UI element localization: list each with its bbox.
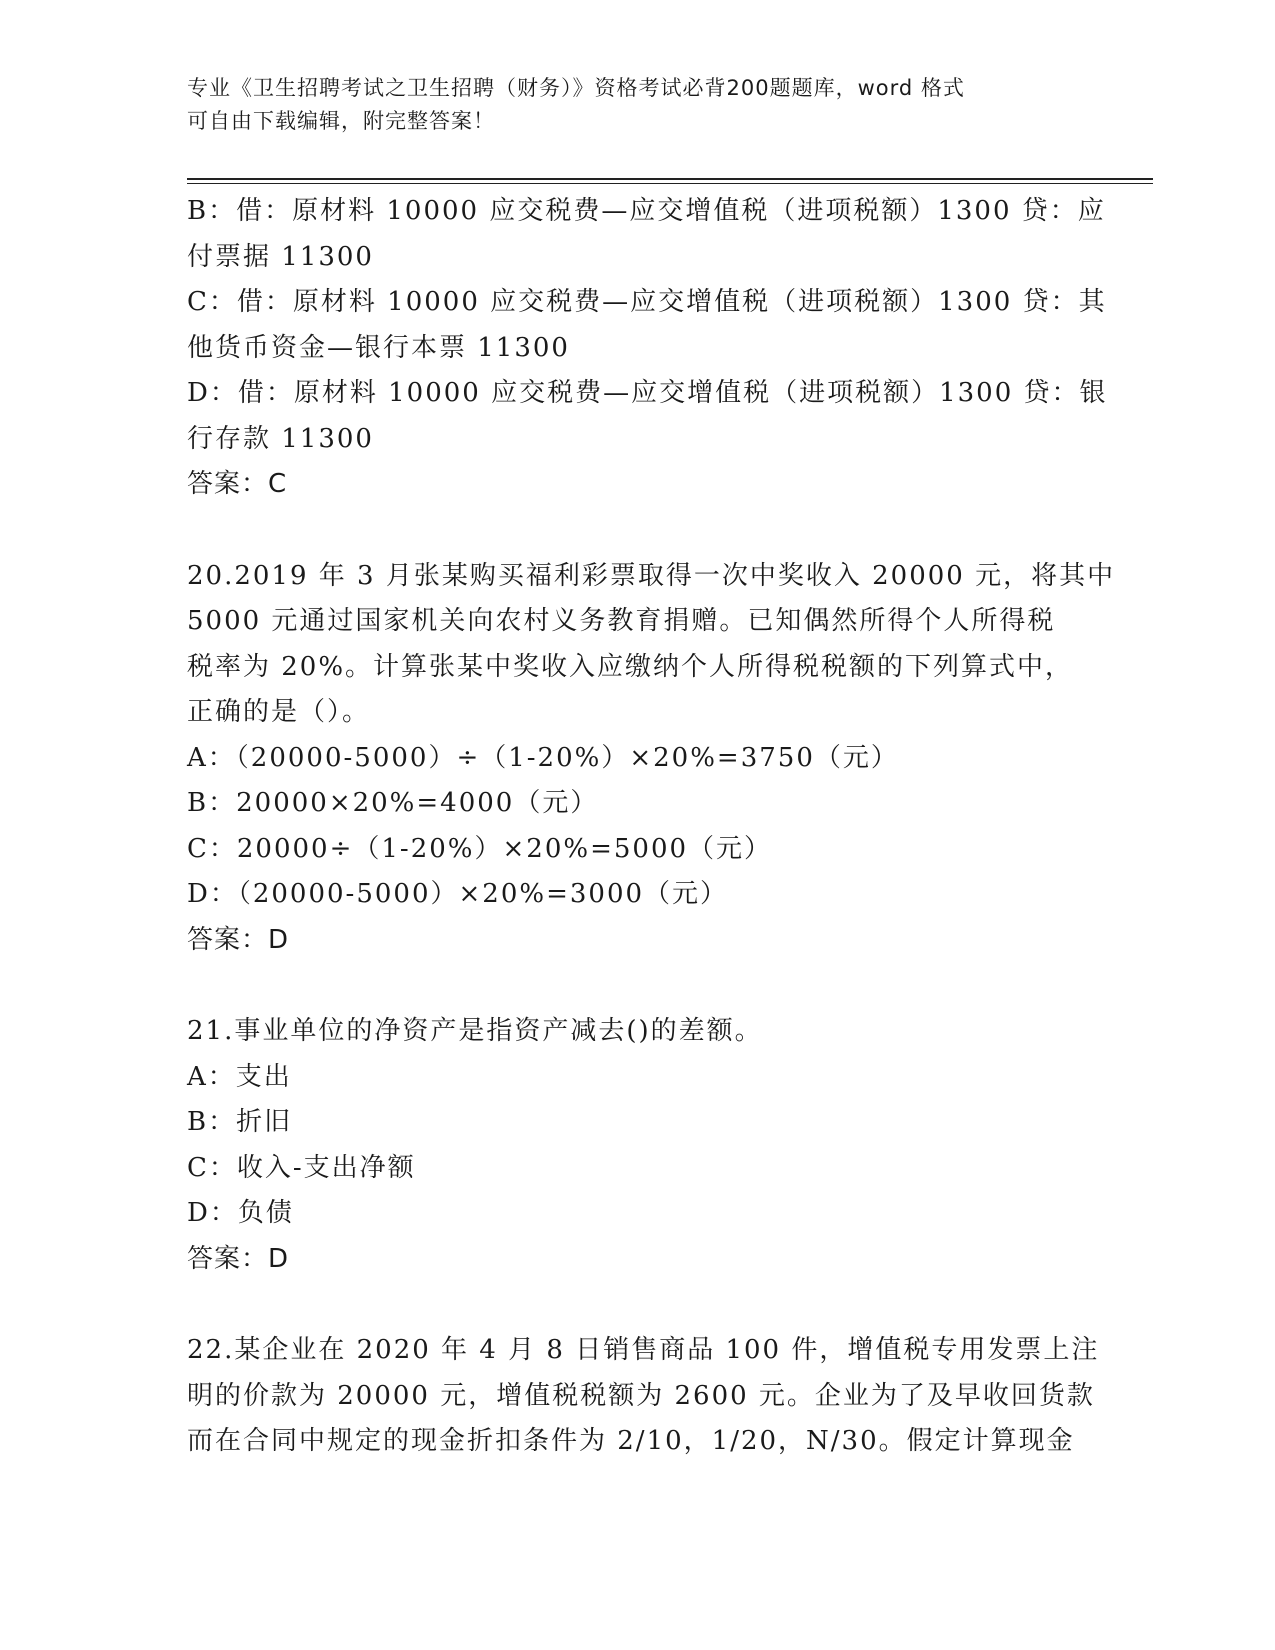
option-line: B：20000×20%=4000（元）: [187, 788, 599, 818]
question-20: [187, 554, 1116, 964]
header-line: 专业《卫生招聘考试之卫生招聘（财务）》资格考试必背200题题库，word 格式: [187, 76, 965, 100]
header-line: 可自由下载编辑，附完整答案！: [187, 109, 495, 133]
question-line: 税率为 20%。计算张某中奖收入应缴纳个人所得税税额的下列算式中，: [187, 651, 1074, 682]
question-line: 正确的是（）。: [187, 697, 371, 727]
answer-line: 答案：D: [187, 924, 290, 955]
option-line: C：借：原材料 10000 应交税费—应交增值税（进项税额）1300 贷：其: [187, 287, 1107, 317]
option-line: D：负债: [187, 1198, 294, 1228]
document-header: [187, 72, 1067, 138]
option-line: C：20000÷（1-20%）×20%=5000（元）: [187, 833, 773, 864]
option-line: D：（20000-5000）×20%=3000（元）: [187, 879, 729, 909]
option-line: 付票据 11300: [187, 241, 374, 272]
question-line: 21.事业单位的净资产是指资产减去()的差额。: [187, 1016, 763, 1046]
option-line: B：折旧: [187, 1107, 293, 1137]
question-line: 5000 元通过国家机关向农村义务教育捐赠。已知偶然所得个人所得税: [187, 606, 1056, 636]
option-line: A：支出: [187, 1061, 292, 1092]
question-19-tail: [187, 189, 1108, 508]
question-21: [187, 1009, 1087, 1282]
spacer: [187, 1282, 1087, 1328]
option-line: D：借：原材料 10000 应交税费—应交增值税（进项税额）1300 贷：银: [187, 378, 1108, 408]
answer-line: 答案：C: [187, 469, 288, 499]
header-divider-thin: [187, 183, 1153, 184]
question-22: [187, 1328, 1100, 1465]
option-line: C：收入-支出净额: [187, 1152, 416, 1183]
option-line: A：（20000-5000）÷（1-20%）×20%=3750（元）: [187, 742, 899, 773]
answer-line: 答案：D: [187, 1243, 290, 1274]
header-divider-thick: [187, 178, 1153, 180]
option-line: B：借：原材料 10000 应交税费—应交增值税（进项税额）1300 贷：应: [187, 196, 1106, 226]
option-line: 行存款 11300: [187, 423, 374, 454]
question-line: 22.某企业在 2020 年 4 月 8 日销售商品 100 件，增值税专用发票上注: [187, 1335, 1100, 1365]
question-line: 明的价款为 20000 元，增值税税额为 2600 元。企业为了及早收回货款: [187, 1380, 1095, 1411]
question-line: 而在合同中规定的现金折扣条件为 2/10，1/20，N/30。假定计算现金: [187, 1426, 1075, 1456]
question-line: 20.2019 年 3 月张某购买福利彩票取得一次中奖收入 20000 元，将其中: [187, 560, 1116, 591]
spacer: [187, 963, 1087, 1009]
document-body: [187, 189, 1116, 1465]
spacer: [187, 508, 1087, 554]
option-line: 他货币资金—银行本票 11300: [187, 332, 570, 363]
